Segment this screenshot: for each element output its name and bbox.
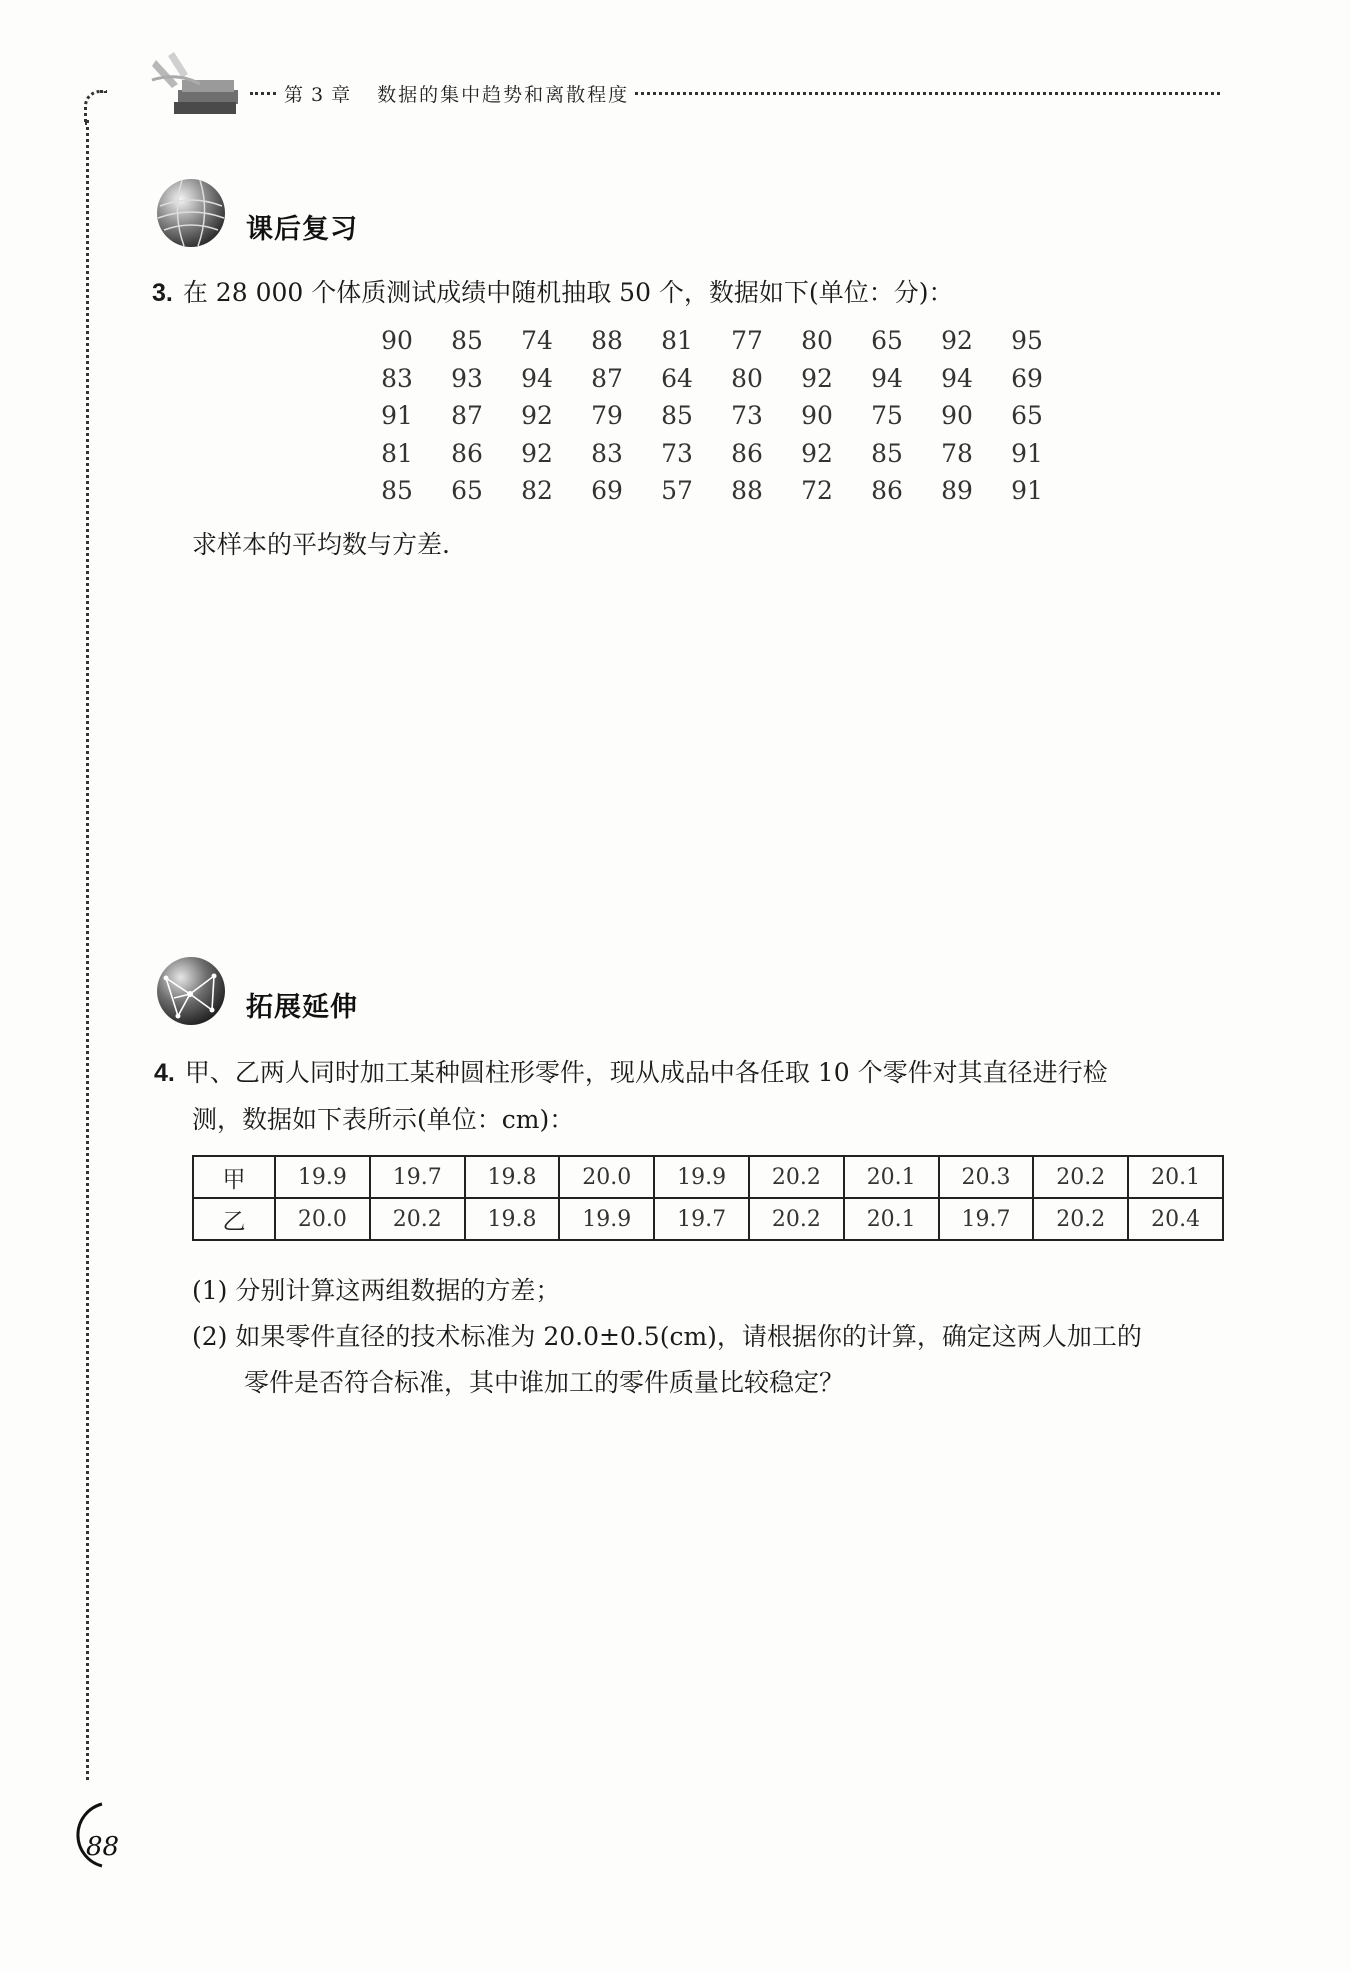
data-cell: 80 <box>801 326 833 356</box>
chapter-label: 第 3 章 <box>284 83 352 106</box>
data-cell: 93 <box>451 363 483 393</box>
data-cell: 87 <box>451 401 483 431</box>
data-cell: 94 <box>941 363 973 393</box>
question-text: 在 28 000 个体质测试成绩中随机抽取 50 个，数据如下(单位：分)： <box>182 278 954 307</box>
data-cell: 77 <box>731 326 763 356</box>
data-cell: 86 <box>871 476 903 506</box>
table-cell: 20.2 <box>749 1198 844 1240</box>
data-cell: 92 <box>801 363 833 393</box>
data-cell: 64 <box>661 363 693 393</box>
diameter-table <box>192 1155 1224 1241</box>
question-number: 4. <box>154 1059 175 1087</box>
row-label: 甲 <box>193 1156 275 1198</box>
data-cell: 94 <box>871 363 903 393</box>
data-cell: 94 <box>521 363 553 393</box>
data-cell: 75 <box>871 401 903 431</box>
data-row <box>362 397 1062 435</box>
data-cell: 90 <box>381 326 413 356</box>
table-cell: 19.8 <box>465 1198 560 1240</box>
data-cell: 79 <box>591 401 623 431</box>
table-cell: 19.8 <box>465 1156 560 1198</box>
header-dots <box>250 92 276 95</box>
table-cell: 19.7 <box>939 1198 1034 1240</box>
table-cell: 20.2 <box>749 1156 844 1198</box>
sub-question-1 <box>192 1268 560 1314</box>
table-cell: 20.3 <box>939 1156 1034 1198</box>
data-cell: 92 <box>521 438 553 468</box>
section-review-header <box>154 176 358 250</box>
data-cell: 90 <box>941 401 973 431</box>
data-row <box>362 435 1062 473</box>
sub-question-2-line2: 零件是否符合标准，其中谁加工的零件质量比较稳定？ <box>244 1368 845 1397</box>
data-cell: 78 <box>941 438 973 468</box>
table-cell: 19.9 <box>275 1156 370 1198</box>
table-cell: 20.2 <box>1033 1156 1128 1198</box>
data-row <box>362 472 1062 510</box>
data-cell: 91 <box>381 401 413 431</box>
sub-number: (2) <box>192 1322 228 1351</box>
data-cell: 81 <box>381 438 413 468</box>
data-cell: 83 <box>381 363 413 393</box>
table-cell: 19.7 <box>654 1198 749 1240</box>
question-number: 3. <box>152 279 173 307</box>
sub-text: 分别计算这两组数据的方差； <box>235 1276 561 1305</box>
data-cell: 73 <box>731 401 763 431</box>
data-cell: 92 <box>521 401 553 431</box>
data-cell: 69 <box>591 476 623 506</box>
table-cell: 19.9 <box>559 1198 654 1240</box>
table-cell: 20.1 <box>844 1156 939 1198</box>
table-cell: 20.0 <box>275 1198 370 1240</box>
data-cell: 91 <box>1011 476 1043 506</box>
sub-text: 如果零件直径的技术标准为 20.0±0.5(cm)，请根据你的计算，确定这两人加工的 <box>235 1322 1142 1351</box>
section-title-review: 课后复习 <box>246 213 358 245</box>
table-cell: 20.0 <box>559 1156 654 1198</box>
data-cell: 57 <box>661 476 693 506</box>
section-title-extension: 拓展延伸 <box>246 991 358 1023</box>
data-cell: 90 <box>801 401 833 431</box>
data-cell: 83 <box>591 438 623 468</box>
data-cell: 73 <box>661 438 693 468</box>
data-cell: 85 <box>381 476 413 506</box>
table-cell: 20.1 <box>844 1198 939 1240</box>
data-cell: 85 <box>661 401 693 431</box>
data-cell: 81 <box>661 326 693 356</box>
data-cell: 85 <box>451 326 483 356</box>
data-cell: 80 <box>731 363 763 393</box>
data-cell: 85 <box>871 438 903 468</box>
data-cell: 86 <box>451 438 483 468</box>
data-cell: 92 <box>801 438 833 468</box>
question-4 <box>154 1050 1224 1096</box>
table-cell: 19.7 <box>370 1156 465 1198</box>
table-row <box>193 1198 1223 1240</box>
score-data-grid <box>362 322 1062 510</box>
books-logo-icon <box>148 50 248 126</box>
data-cell: 95 <box>1011 326 1043 356</box>
margin-dotted-line <box>86 120 89 1780</box>
page-number: 88 <box>86 1832 120 1862</box>
data-cell: 82 <box>521 476 553 506</box>
data-cell: 91 <box>1011 438 1043 468</box>
data-cell: 69 <box>1011 363 1043 393</box>
table-cell: 20.4 <box>1128 1198 1223 1240</box>
question-text-line1: 甲、乙两人同时加工某种圆柱形零件，现从成品中各任取 10 个零件对其直径进行检 <box>184 1058 1108 1087</box>
data-cell: 89 <box>941 476 973 506</box>
question-3 <box>152 270 953 316</box>
table-cell: 19.9 <box>654 1156 749 1198</box>
data-cell: 65 <box>871 326 903 356</box>
table-cell: 20.2 <box>1033 1198 1128 1240</box>
header-dots <box>635 92 1220 95</box>
data-cell: 86 <box>731 438 763 468</box>
data-cell: 92 <box>941 326 973 356</box>
section-extension-header <box>154 954 358 1028</box>
data-cell: 65 <box>451 476 483 506</box>
data-row <box>362 322 1062 360</box>
question-4-line2: 测，数据如下表所示(单位：cm)： <box>192 1105 575 1134</box>
data-cell: 88 <box>731 476 763 506</box>
data-cell: 74 <box>521 326 553 356</box>
sub-number: (1) <box>192 1276 228 1305</box>
chapter-title: 数据的集中趋势和离散程度 <box>377 83 630 106</box>
data-cell: 87 <box>591 363 623 393</box>
data-cell: 88 <box>591 326 623 356</box>
globe-network-icon <box>154 954 228 1028</box>
sub-question-2 <box>192 1314 1232 1360</box>
globe-icon <box>154 176 228 250</box>
data-row <box>362 360 1062 398</box>
row-label: 乙 <box>193 1198 275 1240</box>
data-cell: 65 <box>1011 401 1043 431</box>
running-header <box>250 78 1220 108</box>
table-row <box>193 1156 1223 1198</box>
table-cell: 20.1 <box>1128 1156 1223 1198</box>
table-cell: 20.2 <box>370 1198 465 1240</box>
question-3-prompt: 求样本的平均数与方差. <box>192 530 450 559</box>
data-cell: 72 <box>801 476 833 506</box>
